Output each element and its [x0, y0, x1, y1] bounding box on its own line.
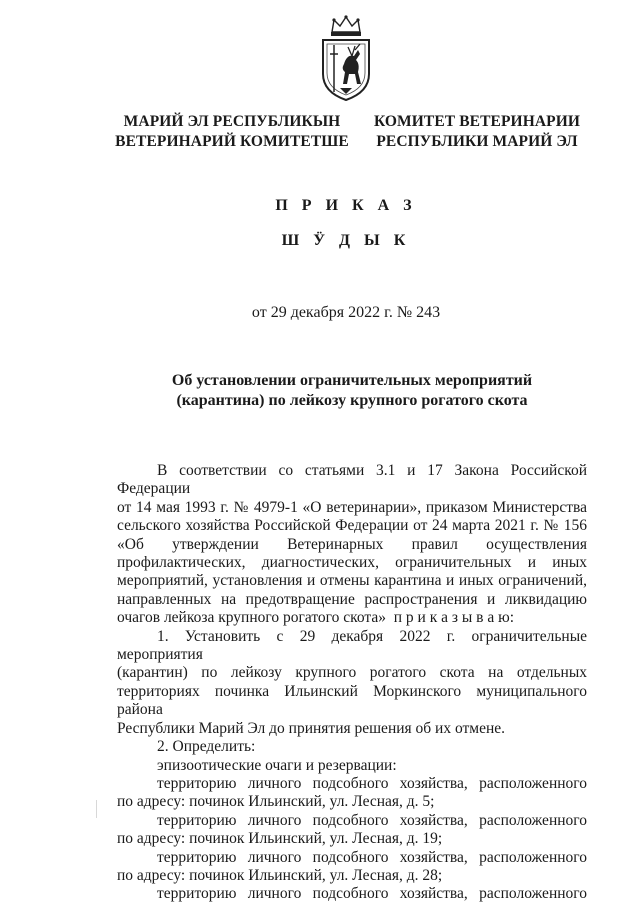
header-right-line-2: РЕСПУБЛИКИ МАРИЙ ЭЛ: [376, 133, 578, 150]
intro-line-3: сельского хозяйства Российской Федерации от 24 марта 2021 г. № 156: [117, 517, 587, 535]
header-right: [372, 112, 582, 152]
header-left-line-1: МАРИЙ ЭЛ РЕСПУБЛИКЫН: [123, 113, 341, 130]
intro-line-1: В соответствии со статьями 3.1 и 17 Закона Российской Федерации: [117, 462, 587, 498]
territory-line-4: территорию личного подсобного хозяйства, расположенного: [157, 885, 587, 903]
order-title-russian: П Р И К А З: [275, 197, 417, 214]
address-2: по адресу: починок Ильинский, ул. Лесная, д. 19;: [117, 830, 443, 848]
intro-line-8: [117, 609, 587, 627]
order-word: п р и к а з ы в а ю:: [393, 609, 514, 627]
header-left-line-2: ВЕТЕРИНАРИЙ КОМИТЕТШЕ: [115, 133, 349, 150]
intro-line-6: мероприятий, установления и отмены карантина и иных ограничений,: [117, 572, 587, 590]
intro-line-5: профилактических, диагностических, ограничительных и иных: [117, 554, 587, 572]
order-date-number: от 29 декабря 2022 г. № 243: [251, 304, 441, 321]
item1-line-3: территориях починка Ильинский Моркинского муниципального района: [117, 682, 587, 719]
intro-line-4: «Об утверждении Ветеринарных правил осуществления: [117, 535, 587, 553]
item1-line-1: 1. Установить с 29 декабря 2022 г. ограничительные мероприятия: [117, 627, 587, 664]
intro-line-8-text: очагов лейкоза крупного рогатого скота»: [117, 609, 386, 627]
scan-margin-mark: [96, 800, 97, 818]
territory-line-2: территорию личного подсобного хозяйства, расположенного: [157, 811, 587, 829]
item1-line-2: (карантин) по лейкозу крупного рогатого скота на отдельных: [117, 664, 587, 682]
intro-line-7: направленных на предотвращение распространения и ликвидацию: [117, 590, 587, 608]
territory-line-1: территорию личного подсобного хозяйства, расположенного: [157, 774, 587, 792]
foci-heading: эпизоотические очаги и резервации:: [157, 756, 397, 774]
address-3: по адресу: починок Ильинский, ул. Лесная, д. 28;: [117, 866, 443, 884]
header-left: [112, 112, 352, 152]
coat-of-arms-icon: [314, 14, 378, 104]
item2-heading: 2. Определить:: [157, 738, 256, 756]
intro-line-2: от 14 мая 1993 г. № 4979-1 «О ветеринарии», приказом Министерства: [117, 498, 587, 516]
territory-line-3: территорию личного подсобного хозяйства, расположенного: [157, 848, 587, 866]
subject-line-2: (карантина) по лейкозу крупного рогатого скота: [176, 392, 528, 409]
header-right-line-1: КОМИТЕТ ВЕТЕРИНАРИИ: [373, 113, 581, 130]
subject-line-1: Об установлении ограничительных мероприятий: [171, 372, 533, 389]
item1-line-4: Республики Марий Эл до принятия решения об их отмене.: [117, 719, 506, 737]
address-1: по адресу: починок Ильинский, ул. Лесная, д. 5;: [117, 793, 435, 811]
order-body: [117, 462, 587, 904]
order-title-mari: Ш Ӱ Д Ы К: [281, 232, 411, 249]
order-subject: [117, 371, 587, 411]
